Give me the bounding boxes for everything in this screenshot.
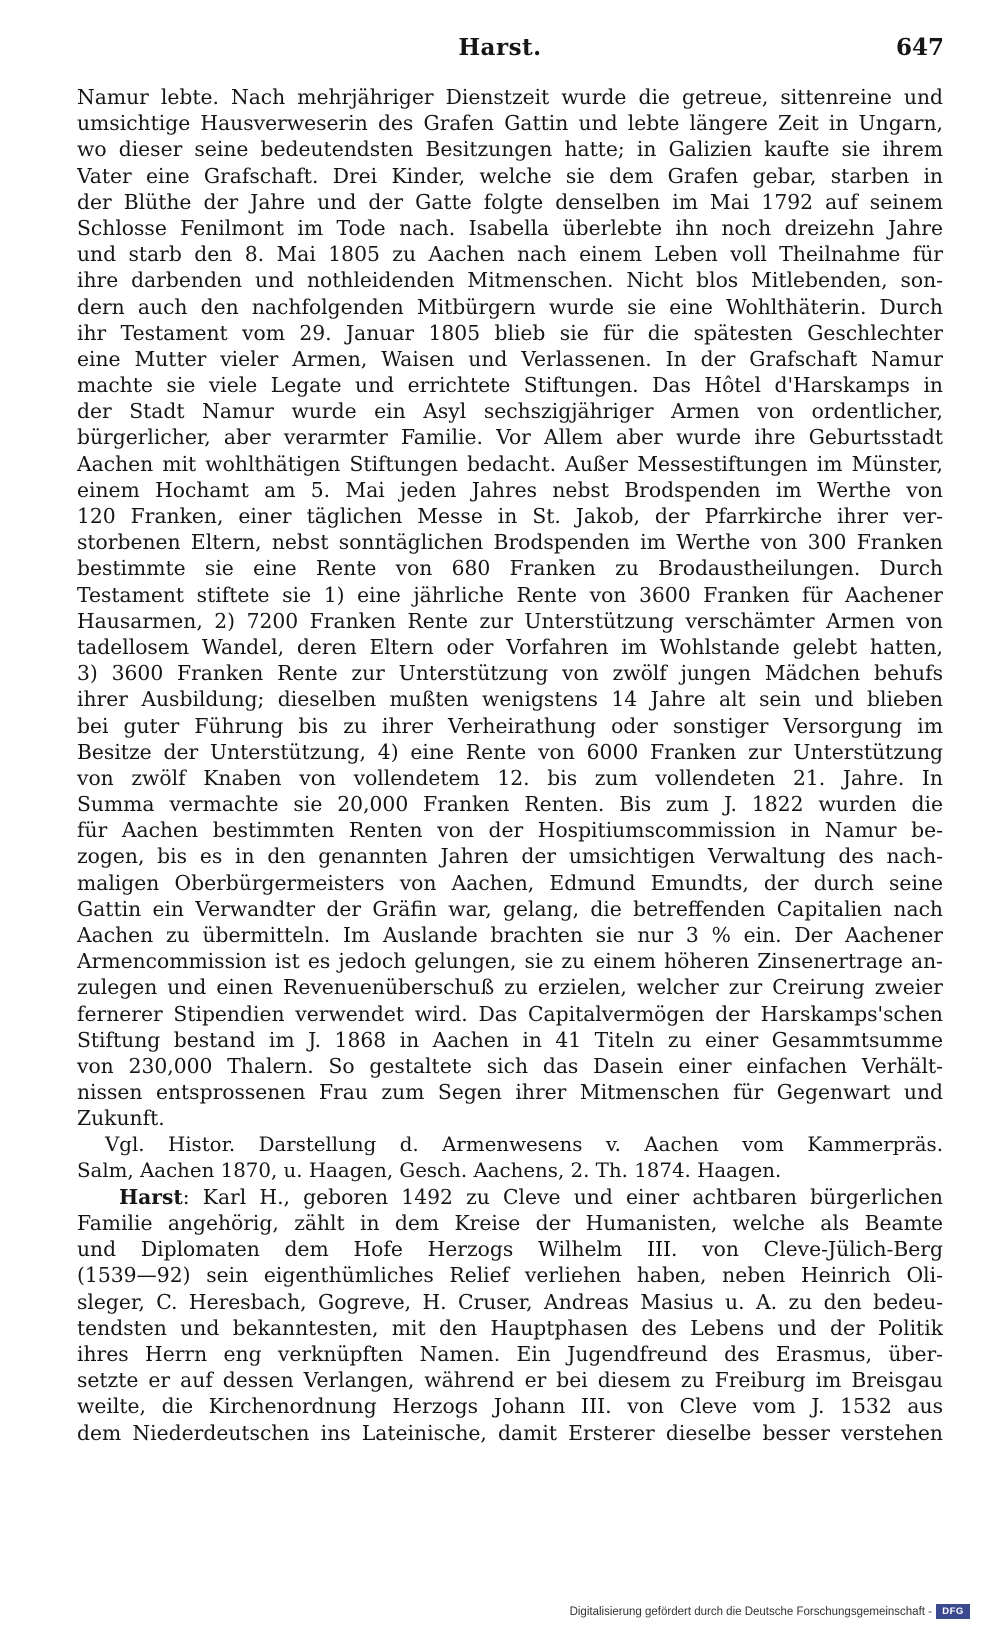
dfg-logo: DFG — [936, 1604, 970, 1619]
text-line: Besitze der Unterstützung, 4) eine Rente von 6000 Franken zur Unterstützung — [77, 739, 943, 764]
running-head — [0, 32, 1000, 66]
text-line: storbenen Eltern, nebst sonntäglichen Brodspenden im Werthe von 300 Franken — [77, 530, 943, 555]
text-line: Aachen zu übermitteln. Im Auslande brachten sie nur 3 % ein. Der Aachener — [77, 923, 943, 947]
text-line: wo dieser seine bedeutendsten Besitzungen hatte; in Galizien kaufte sie ihrem — [77, 137, 943, 162]
text-line: Vater eine Grafschaft. Drei Kinder, welche sie dem Grafen gebar, starben in — [77, 163, 943, 188]
text-line: sleger, C. Heresbach, Gogreve, H. Cruser, Andreas Masius u. A. zu den bedeu- — [77, 1289, 943, 1314]
digitization-footer — [570, 1604, 970, 1619]
text-line: ihr Testament vom 29. Januar 1805 blieb sie für die spätesten Geschlechter — [77, 320, 943, 345]
text-line: dern auch den nachfolgenden Mitbürgern wurde sie eine Wohlthäterin. Durch — [77, 294, 943, 319]
text-line: Gattin ein Verwandter der Gräfin war, gelang, die betreffenden Capitalien nach — [77, 896, 943, 921]
bibliography-reference — [77, 1132, 943, 1184]
text-line: Familie angehörig, zählt in dem Kreise der Humanisten, welche als Beamte — [77, 1211, 943, 1236]
text-line: ihres Herrn eng verknüpften Namen. Ein Jugendfreund des Erasmus, über- — [77, 1342, 943, 1366]
text-line: bei guter Führung bis zu ihrer Verheirathung oder sonstiger Versorgung im — [77, 713, 943, 738]
footer-credit-text: Digitalisierung gefördert durch die Deutsche Forschungsgemeinschaft - — [569, 1605, 932, 1618]
text-line: und Diplomaten dem Hofe Herzogs Wilhelm III. von Cleve-Jülich-Berg — [77, 1237, 943, 1262]
text-line: Vgl. Histor. Darstellung d. Armenwesens v. Aachen vom Kammerpräs. — [105, 1132, 943, 1156]
text-line: Summa vermachte sie 20,000 Franken Renten. Bis zum J. 1822 wurden die — [77, 792, 943, 817]
text-line: fernerer Stipendien verwendet wird. Das Capitalvermögen der Harskamps'schen — [77, 1001, 943, 1026]
text-line: 120 Franken, einer täglichen Messe in St. Jakob, der Pfarrkirche ihrer ver- — [77, 504, 943, 528]
text-line: machte sie viele Legate und errichtete Stiftungen. Das Hôtel d'Harskamps in — [77, 373, 943, 398]
text-column — [77, 84, 943, 1446]
entry-body — [77, 1210, 943, 1446]
text-line: setzte er auf dessen Verlangen, während er bei diesem zu Freiburg im Breisgau — [77, 1368, 943, 1393]
text-line: ihre darbenden und nothleidenden Mitmenschen. Nicht blos Mitlebenden, son- — [77, 268, 943, 293]
text-line: Zukunft. — [77, 1106, 165, 1131]
entry-first-line — [77, 1184, 943, 1210]
text-line: Aachen mit wohlthätigen Stiftungen bedacht. Außer Messestiftungen im Münster, — [77, 451, 943, 476]
running-title: Harst. — [458, 34, 542, 61]
text-line: für Aachen bestimmten Renten von der Hospitiumscommission in Namur be- — [77, 818, 943, 843]
text-line: (1539—92) sein eigenthümliches Relief verliehen haben, neben Heinrich Oli- — [77, 1263, 943, 1288]
entry-first-line-text: : Karl H., geboren 1492 zu Cleve und einer achtbaren bürgerlichen — [182, 1184, 943, 1209]
text-line: der Blüthe der Jahre und der Gatte folgte denselben im Mai 1792 auf seinem — [77, 189, 943, 214]
text-line: Hausarmen, 2) 7200 Franken Rente zur Unterstützung verschämter Armen von — [77, 608, 943, 633]
entry-headword: Harst — [119, 1184, 183, 1209]
text-line: und starb den 8. Mai 1805 zu Aachen nach einem Leben voll Theilnahme für — [77, 242, 943, 267]
text-line: von 230,000 Thalern. So gestaltete sich das Dasein einer einfachen Verhält- — [77, 1053, 943, 1078]
text-line: weilte, die Kirchenordnung Herzogs Johann III. von Cleve vom J. 1532 aus — [77, 1394, 943, 1419]
text-line: Stiftung bestand im J. 1868 in Aachen in 41 Titeln zu einer Gesammtsumme — [77, 1027, 943, 1052]
text-line: Namur lebte. Nach mehrjähriger Dienstzeit wurde die getreue, sittenreine und — [77, 85, 943, 109]
text-line: zulegen und einen Revenuenüberschuß zu erzielen, welcher zur Creirung zweier — [77, 975, 943, 1000]
text-line: von zwölf Knaben von vollendetem 12. bis zum vollendeten 21. Jahre. In — [77, 765, 943, 790]
text-line: umsichtige Hausverweserin des Grafen Gattin und lebte längere Zeit in Ungarn, — [77, 111, 943, 136]
text-line: Armencommission ist es jedoch gelungen, sie zu einem höheren Zinsenertrage an- — [77, 949, 943, 974]
text-line: der Stadt Namur wurde ein Asyl sechszigjähriger Armen von ordentlicher, — [77, 399, 943, 424]
text-line: Schlosse Fenilmont im Tode nach. Isabella überlebte ihn noch dreizehn Jahre — [77, 215, 943, 240]
text-line: tadellosem Wandel, deren Eltern oder Vorfahren im Wohlstande gelebt hatten, — [77, 634, 943, 659]
text-line: ihrer Ausbildung; dieselben mußten wenigstens 14 Jahre alt sein und blieben — [77, 687, 943, 712]
text-line: dem Niederdeutschen ins Lateinische, damit Ersterer dieselbe besser verstehen — [77, 1420, 943, 1445]
text-line: 3) 3600 Franken Rente zur Unterstützung von zwölf jungen Mädchen behufs — [77, 661, 943, 686]
text-line: tendsten und bekanntesten, mit den Hauptphasen des Lebens und der Politik — [77, 1315, 943, 1340]
text-line: maligen Oberbürgermeisters von Aachen, Edmund Emundts, der durch seine — [77, 870, 943, 895]
text-line: bestimmte sie eine Rente von 680 Franken zu Brodaustheilungen. Durch — [77, 556, 943, 581]
text-line: bürgerlicher, aber verarmter Familie. Vor Allem aber wurde ihre Geburtsstadt — [77, 425, 943, 450]
body-paragraph — [77, 84, 943, 1132]
text-line: zogen, bis es in den genannten Jahren der umsichtigen Verwaltung des nach- — [77, 844, 943, 869]
text-line: einem Hochamt am 5. Mai jeden Jahres nebst Brodspenden im Werthe von — [77, 477, 943, 502]
entry-harst — [77, 1184, 943, 1446]
text-line: nissen entsprossenen Frau zum Segen ihrer Mitmenschen für Gegenwart und — [77, 1080, 943, 1105]
page-number: 647 — [895, 34, 944, 61]
text-line: eine Mutter vieler Armen, Waisen und Verlassenen. In der Grafschaft Namur — [77, 346, 943, 371]
text-line: Salm, Aachen 1870, u. Haagen, Gesch. Aachens, 2. Th. 1874. Haagen. — [77, 1158, 782, 1182]
text-line: Testament stiftete sie 1) eine jährliche Rente von 3600 Franken für Aachener — [77, 582, 943, 607]
